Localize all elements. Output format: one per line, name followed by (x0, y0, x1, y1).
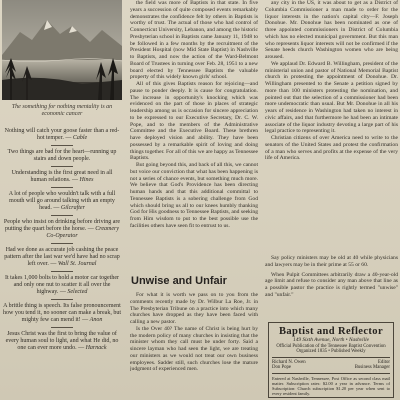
editorial-column-right (265, 0, 398, 198)
article-continuation (265, 255, 398, 317)
masthead-staff-row: Richard N. Owen Editor (272, 359, 390, 365)
quote-item: Jesus Christ was the first to bring the value of every human soul to light, and what He did, no one can ever more undo. — Harnack (5, 331, 119, 351)
masthead-address: 149 Sixth Avenue, North • Nashville (293, 337, 369, 343)
masthead-motto: Organized 1835 • Published Weekly (296, 349, 366, 355)
quote-item: Two things are bad for the heart—running up stairs and down people. (7, 149, 117, 162)
masthead-title: Baptist and Reflector (278, 326, 384, 337)
separator-rule (51, 166, 73, 167)
paragraph: Say policy ministers may be old at 40 while physicians and lawyers may be in their prime at 55 or 60. (265, 255, 398, 268)
masthead-fine-print: Entered at Nashville, Tennessee, Post Office as second class mail matter. Subscription rates: $2.00 a year in advance. Terms of Subscription: Church subscription $1.20 per year when sent to every resident family. (272, 375, 390, 397)
paragraph: any city in the US, it was about to get as a District of Columbia Commissioner a man made to order for the liquor interests in the nation's capital city—F. Joseph Donohue. Mr. Donohue has been nominated as one of three appointed commissioners in District of Columbia which has no elected municipal government. But this man who represents liquor interests will not be confirmed if the Senate heeds church Washington women who are being aroused. (265, 0, 398, 60)
quote-item: Nothing will catch your goose faster than a red-hot temper. — Cable (4, 128, 120, 141)
paragraph: Is the Over 40? The name of Christ is being hurt by the modern policy of many churches in insisting that the minister whom they call must be under forty. Said a sincere layman who had seen the light, we are treating our ministers as we would not treat our own business employees. Sadder still, such churches lose the mature judgment of experienced men. (130, 325, 258, 373)
landscape-illustration (2, 0, 122, 100)
quote-item: A lot of people who wouldn't talk with a full mouth will go around talking with an empty head. — Gilcrafter (8, 191, 116, 211)
separator-rule (51, 299, 73, 300)
quote-item: It takes 1,000 bolts to hold a motor car together and only one nut to scatter it all over the highway. — Selected (5, 275, 119, 295)
paragraph: But going beyond this, and back of all this, we cannot but voice our conviction that what has been happening is not a series of chance events, but something much more. We believe that God's Providence has been directing human hands and that this additional committal to Tennessee Baptists is a sobering challenge from God which should bring us all to our knees humbly thanking God for His goodness to Tennessee Baptists, and seeking from Him wisdom to put to the best possible use the facilities others have seen fit to entrust to us. (130, 162, 258, 229)
paragraph: When Pulpit Committees arbitrarily draw a 40-year-old age limit and refuse to consider any man above that line as a possible pastor the practice is rightly termed "unwise" and "unfair." (265, 271, 398, 298)
quote-item: A brittle thing is speech. Its false pronouncement how you tend it, no sooner can make a break, but mighty few can mend it! — Anon (3, 303, 121, 323)
separator-rule (51, 145, 73, 146)
masthead-box (268, 322, 394, 398)
masthead-rule (272, 373, 390, 374)
masthead-staff-row: Don Pope Business Manager (272, 365, 390, 371)
quote-item: Understanding is the first great need in all human relations. — Hines (11, 170, 113, 183)
article-body (130, 292, 258, 400)
separator-rule (51, 327, 73, 328)
paragraph: We applaud Dr. Edward B. Willingham, president of the ministerial union and pastor of National Memorial Baptist church in protesting the appointment of Donohue. Dr. Willingham presented to the Senate a petition signed by more than 100 ministers protesting the nomination, and pointed out that the selection of a commissioner had been more undemocratic than usual. But Mr. Donohue in all his years of residence in Washington had taken no interest in civic affairs, and that furthermore he had been an intimate associate of the liquor industry devoting a large part of his legal practice to representing it. (265, 60, 398, 135)
image-caption: The something for nothing mentality is an economic cancer (11, 104, 113, 118)
paragraph: All of this gives Baptists reason for rejoicing—and pause to ponder deeply. It is cause for congratulation. The increase in opportunity's knocking which was evidenced on the part of those in places of strategic leadership among us is occasion for sincere appreciation to be expressed to our Executive Secretary, Dr. C. W. Pope, and to the members of the Administrative Committee and the Executive Board. These brethren have deployed vision and ability. They have been possessed by a remarkable spirit of loving and doing things together. For all of this we are happy as Tennessee Baptists. (130, 81, 258, 162)
masthead-subtitle: Official Publication of the Tennessee Baptist Convention (276, 343, 386, 349)
quotes-column (3, 128, 121, 355)
mountain-lake-image (2, 0, 122, 100)
separator-rule (51, 243, 73, 244)
quote-item: Had we done as accurate job cashing the peace pattern after the last war we'd have had no scrap left over. — Wall St. Journal (4, 247, 120, 267)
paragraph: Christian citizens of over America need to write to the senators of the United States and protest the confirmation of a man who serves and profits at the expense of the very life of America. (265, 135, 398, 162)
paragraph: the field was more of Baptists in that state. In five years a succession of quite composed events remarkably demonstrates the confidence felt by others in Baptists is worthy of trust. The actual of those who had control of Connecticut University, Lebanon, and among the historic Presbyterian school in Baptists came January 11, 1948 to be followed in a few months by the recruitment of the President Hospital (now Mid State Baptist) in Nashville to Baptists, and now the action of the Ward-Belmont Board of Trustees in turning over Feb. 28, 1951 to a new board elected by Tennessee Baptists the valuable property of this widely known girls' school. (130, 0, 258, 81)
paragraph: For what it is worth we pass on to you from the comments recently made by Dr. Wilbur La Roe, Jr. in The Presbyterian Tribune on a practice into which many churches have dropped as they have been faced with calling a new pastor. (130, 292, 258, 325)
quote-item: People who insist on drinking before driving are putting the quart before the horse. — Creamery Co-Operator (3, 219, 121, 239)
masthead-rule (272, 357, 390, 358)
separator-rule (51, 187, 73, 188)
editorial-column-top (130, 0, 258, 265)
separator-rule (51, 215, 73, 216)
article-heading: Unwise and Unfair (131, 275, 227, 287)
separator-rule (51, 271, 73, 272)
